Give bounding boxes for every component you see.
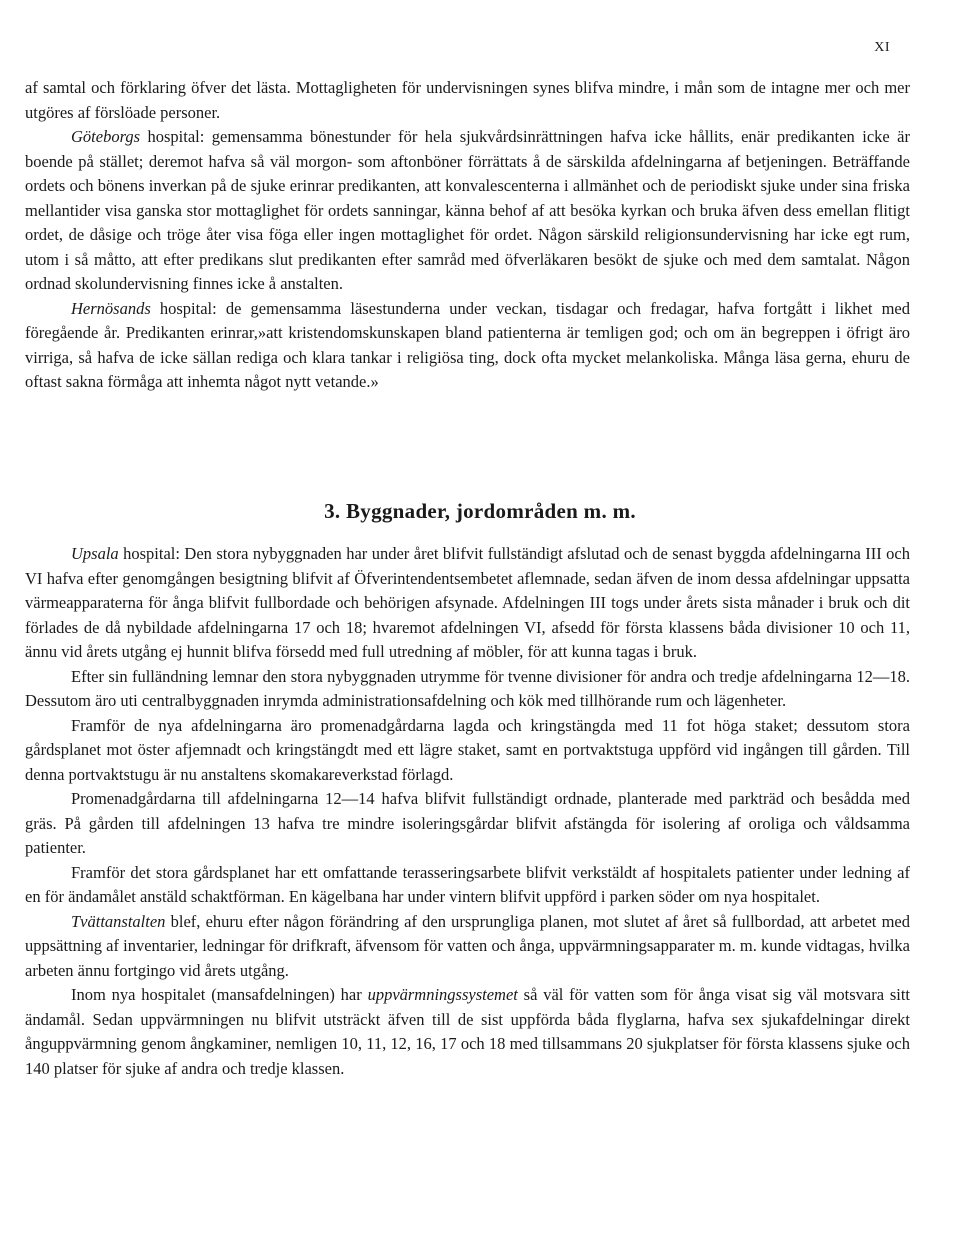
italic-term: uppvärmningssystemet <box>367 985 518 1004</box>
text-run: Framför det stora gårdsplanet har ett omfattande terasseringsarbete blifvit verkstäldt af hospitalets patienter under ledning af en för ändamålet anstäld schaktförman. En kägelbana har under vintern blifvit uppförd i parken söder om nya hospitalet. <box>25 862 910 906</box>
paragraph <box>25 861 910 910</box>
body-text-section-1 <box>25 76 910 395</box>
text-run: hospital: gemensamma bönestunder för hela sjukvårdsinrättningen hafva icke hållits, enär predikanten icke är boende på stället; deremot hafva så väl morgon- som aftonböner förrättats å de särskilda afdelningarna af betjeningen. Beträffande ordets och bönens inverkan på de sjuke erinrar predikanten, att konvalescenterna i allmänhet och de periodiskt sjuke under sina friska mellantider visa ganska stor mottaglighet för ordets sanningar, känna behof af att besöka kyrkan och bruka äfven dess emellan flitigt ordet, de dåsige och tröge åter visa föga eller ingen mottaglighet för ordet. Någon särskild religionsundervisning har icke egt rum, utom i så måtto, att efter predikans slut predikanten efter samråd med öfverläkaren besökt de sjuke och med dem samtalat. Någon ordnad skolundervisning finnes icke å anstalten. <box>25 127 910 293</box>
italic-term: Hernösands <box>71 298 151 318</box>
text-run: hospital: de gemensamma läsestunderna under veckan, tisdagar och fredagar, hafva fortgått i likhet med föregående år. Predikanten erinrar,»att kristendomskunskapen bland patienterna är temligen god; och om än begreppen i öfrigt äro virriga, så hafva de icke sällan rediga och klara tankar i religiösa ting, dock ofta mycket melankoliska. Många läsa gerna, ehuru de oftast sakna förmåga att inhemta något nytt vetande.» <box>25 298 910 391</box>
paragraph <box>25 125 910 297</box>
text-run: Inom nya hospitalet (mansafdelningen) har <box>71 985 368 1004</box>
text-run: hospital: Den stora nybyggnaden har under året blifvit fullständigt afslutad och de senast byggda afdelningarna III och VI hafva efter genomgången besigtning blifvit af Öfverintendentsembetet aflemnade, sedan äfven de inom dessa afdelningar uppsatta värmeapparaterna för ånga blifvit fullbordade och behörigen afsynade. Afdelningen III togs under årets sista månader i bruk och dit förlades de då nybildade afdelningarna 17 och 18; hvaremot afdelningen VI, afsedd för första klassens båda divisioner 10 och 11, ännu vid årets utgång ej hunnit blifva försedd med full utredning af möbler, för att kunna tagas i bruk. <box>25 544 910 661</box>
italic-term: Upsala <box>71 544 119 563</box>
paragraph <box>25 910 910 984</box>
italic-term: Tvättanstalten <box>71 911 166 931</box>
section-heading: 3. Byggnader, jordområden m. m. <box>324 499 636 523</box>
paragraph <box>25 983 910 1081</box>
paragraph <box>25 665 910 714</box>
body-text-section-2 <box>25 542 910 1081</box>
paragraph <box>25 76 910 125</box>
text-run: af samtal och förklaring öfver det lästa. Mottagligheten för undervisningen synes blifva mindre, i mån som de intagne mer och mer utgöres af förslöade personer. <box>25 78 910 122</box>
italic-term: Göteborgs <box>71 127 141 146</box>
text-run: Promenadgårdarna till afdelningarna 12—14 hafva blifvit fullständigt ordnade, planterade med parkträd och besådda med gräs. På gården till afdelningen 13 hafva tre mindre isoleringsgårdar blifvit afstängda för isolering af oroliga och våldsamma patienter. <box>25 789 910 857</box>
text-run: så väl för vatten som för ånga visat sig väl motsvara sitt ändamål. Sedan uppvärmningen nu blifvit utsträckt äfven till de sist uppförda båda flyglarna, hafva sex sjukafdelningar direkt ånguppvärmning genom ångkaminer, nemligen 10, 11, 12, 16, 17 och 18 med tillsammans 20 sjukplatser för första klassens sjuke och 140 platser för sjuke af andra och tredje klassen. <box>25 985 910 1078</box>
paragraph <box>25 542 910 665</box>
paragraph <box>25 714 910 788</box>
paragraph <box>25 787 910 861</box>
page-number: XI <box>874 40 890 55</box>
text-run: Framför de nya afdelningarna äro promenadgårdarna lagda och kringstängda med 11 fot höga staket; dessutom stora gårdsplanet mot öster afjemnadt och kringstängdt med ett lägre staket, samt en portvaktstuga uppförd vid ingången till gården. Till denna portvaktstugu är nu anstaltens skomakareverkstad förlagd. <box>25 715 910 784</box>
text-run: blef, ehuru efter någon förändring af den ursprungliga planen, mot slutet af året så fullbordad, att arbetet med uppsättning af inventarier, ledningar för drifkraft, äfvensom för vatten och ånga, uppvärmningsapparater m. m. kunde vidtagas, hvilka arbeten ännu fortgingo vid årets utgång. <box>25 911 910 980</box>
paragraph <box>25 297 910 395</box>
text-run: Efter sin fulländning lemnar den stora nybyggnaden utrymme för tvenne divisioner för andra och tredje afdelningarna 12—18. Dessutom äro uti centralbyggnaden inrymda administrationsafdelning och kök med tillhörande rum och lägenheter. <box>25 666 910 710</box>
